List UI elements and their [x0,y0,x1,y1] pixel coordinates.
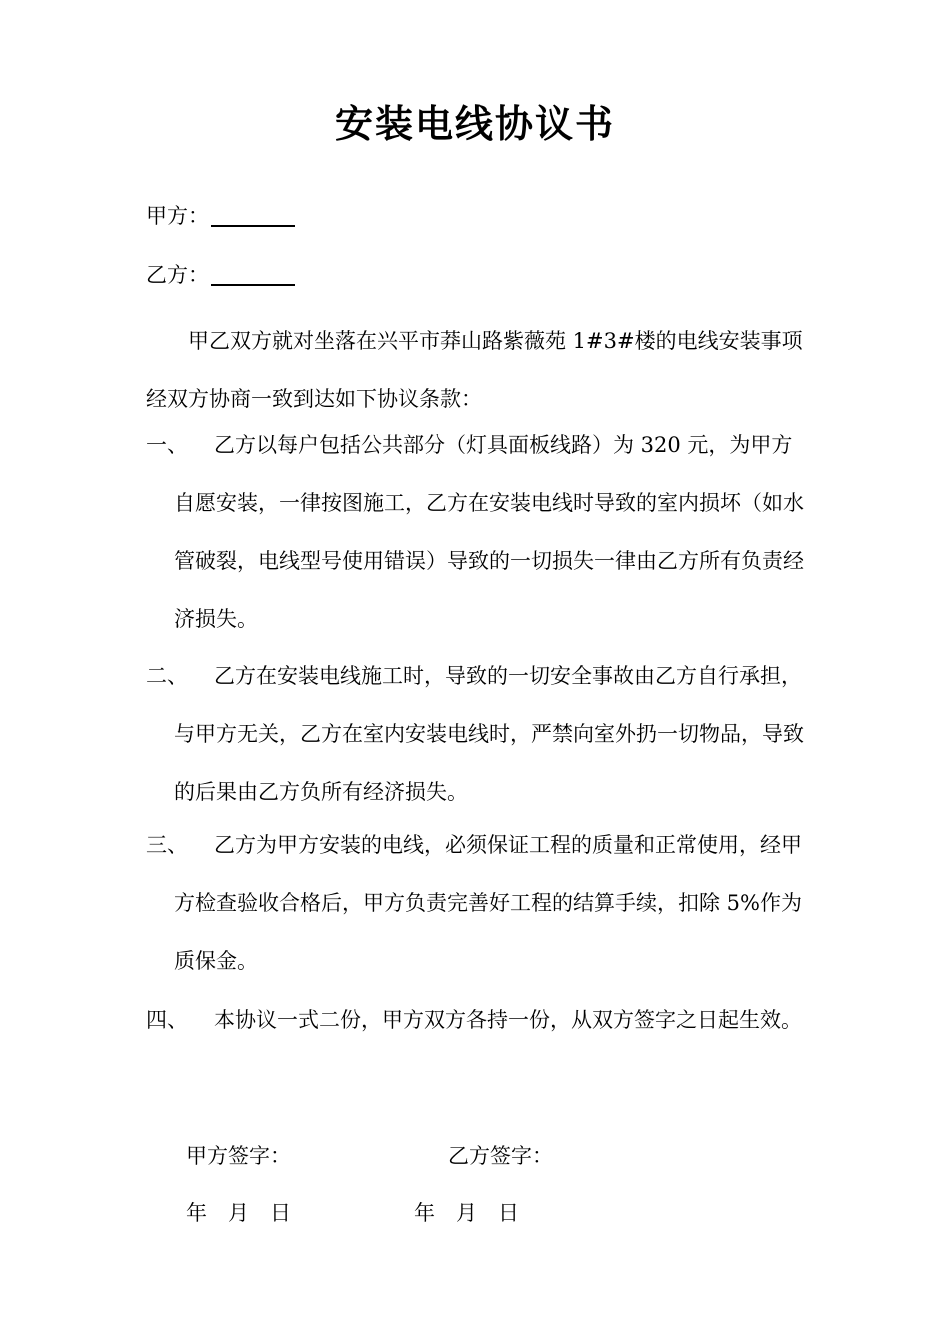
clause-1 [146,416,808,648]
party-a-signature-label: 甲方签字： [186,1144,291,1168]
clause-3 [146,816,808,990]
document-title: 安装电线协议书 [334,101,615,146]
clause-number: 一、 [146,433,188,457]
party-b-date: 年 月 日 [414,1201,519,1225]
clause-text: 乙方为甲方安装的电线，必须保证工程的质量和正常使用，经甲方检查验收合格后，甲方负责完善好工程的结算手续，扣除 5%作为质保金。 [174,833,802,973]
clause-number: 二、 [146,664,188,688]
clause-number: 四、 [146,1008,188,1032]
party-b-signature-label: 乙方签字： [448,1144,553,1168]
party-a-line [146,201,295,231]
party-a-blank[interactable] [211,205,295,227]
party-b-label: 乙方： [146,263,209,287]
clause-text: 乙方在安装电线施工时，导致的一切安全事故由乙方自行承担，与甲方无关，乙方在室内安装电线时，严禁向室外扔一切物品，导致的后果由乙方负所有经济损失。 [174,664,804,804]
party-a-label: 甲方： [146,204,209,228]
intro-paragraph: 甲乙双方就对坐落在兴平市莽山路紫薇苑 1#3#楼的电线安装事项经双方协商一致到达如下协议条款： [146,329,803,411]
party-b-line [146,260,295,290]
clause-text: 本协议一式二份，甲方双方各持一份，从双方签字之日起生效。 [214,1008,802,1032]
party-b-blank[interactable] [211,264,295,286]
clause-2 [146,647,808,821]
clause-4 [146,991,808,1049]
clause-number: 三、 [146,833,188,857]
party-a-date: 年 月 日 [186,1201,291,1225]
clause-text: 乙方以每户包括公共部分（灯具面板线路）为 320 元，为甲方自愿安装，一律按图施工，乙方在安装电线时导致的室内损坏（如水管破裂，电线型号使用错误）导致的一切损失一律由乙方所有负责经济损失。 [174,433,804,631]
